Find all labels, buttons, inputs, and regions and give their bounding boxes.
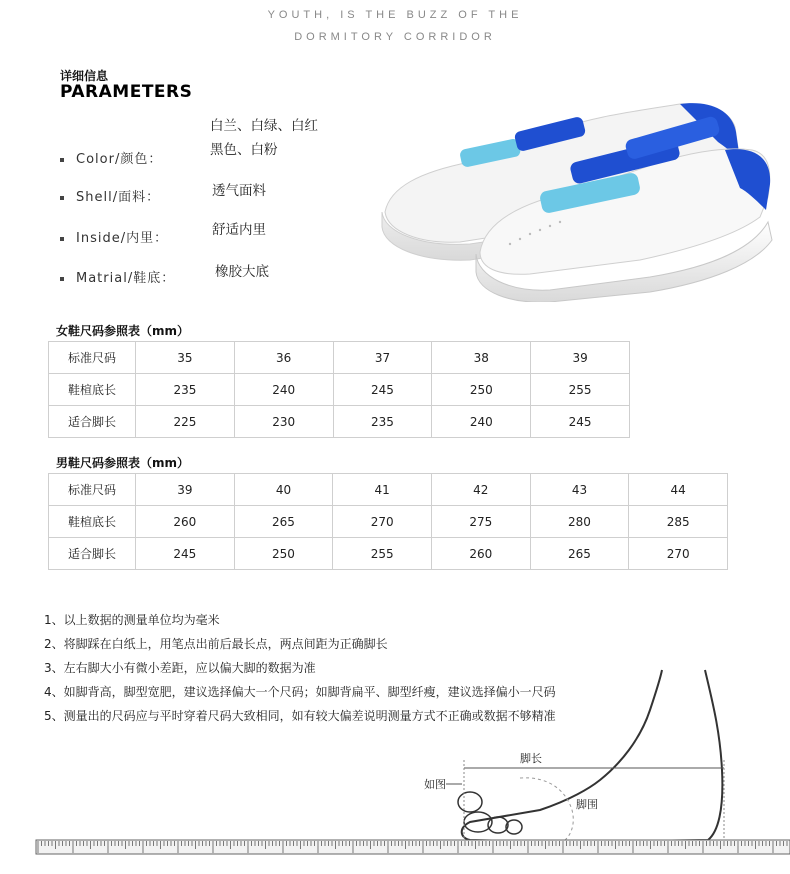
table-cell: 225 (136, 406, 235, 438)
param-shell-value: 透气面料 (212, 183, 266, 199)
table-row (49, 374, 630, 406)
men-table-title: 男鞋尺码参照表（mm） (56, 456, 190, 470)
table-row (49, 506, 728, 538)
table-cell: 43 (530, 474, 629, 506)
param-sole-label: Matrial/鞋底： (60, 267, 175, 286)
table-cell: 39 (531, 342, 630, 374)
table-cell: 40 (234, 474, 333, 506)
men-size-table (48, 473, 728, 570)
ruler (36, 840, 790, 854)
table-cell: 235 (333, 406, 432, 438)
param-sole-value: 橡胶大底 (215, 264, 269, 280)
param-inside-label: Inside/内里： (60, 227, 168, 246)
table-cell: 41 (333, 474, 432, 506)
table-cell: 265 (530, 538, 629, 570)
note-item: 3、左右脚大小有微小差距，应以偏大脚的数据为准 (44, 661, 316, 675)
table-cell: 280 (530, 506, 629, 538)
label-foot-girth: 脚围 (576, 798, 598, 811)
label-foot-length: 脚长 (520, 752, 542, 765)
table-cell: 39 (136, 474, 235, 506)
table-cell: 38 (432, 342, 531, 374)
tagline-line-1: YOUTH, IS THE BUZZ OF THE (267, 9, 523, 21)
table-row (49, 406, 630, 438)
table-cell: 245 (136, 538, 235, 570)
table-cell: 275 (431, 506, 530, 538)
table-cell: 255 (531, 374, 630, 406)
note-item: 5、测量出的尺码应与平时穿着尺码大致相同，如有较大偏差说明测量方式不正确或数据不够精准 (44, 709, 556, 723)
table-cell: 240 (432, 406, 531, 438)
row-label: 标准尺码 (49, 474, 136, 506)
table-cell: 265 (234, 506, 333, 538)
tagline-line-2: DORMITORY CORRIDOR (294, 31, 496, 43)
table-cell: 250 (234, 538, 333, 570)
param-color-label: Color/颜色： (60, 148, 162, 167)
table-cell: 260 (431, 538, 530, 570)
table-row (49, 474, 728, 506)
table-cell: 245 (333, 374, 432, 406)
table-cell: 260 (136, 506, 235, 538)
table-cell: 270 (629, 538, 728, 570)
row-label: 适合脚长 (49, 538, 136, 570)
params-title: PARAMETERS (60, 82, 193, 102)
table-cell: 42 (431, 474, 530, 506)
table-cell: 285 (629, 506, 728, 538)
row-label: 适合脚长 (49, 406, 136, 438)
table-cell: 255 (333, 538, 432, 570)
table-row (49, 342, 630, 374)
table-cell: 35 (136, 342, 235, 374)
foot-diagram (0, 660, 790, 874)
note-item: 4、如脚背高，脚型宽肥，建议选择偏大一个尺码；如脚背扁平、脚型纤瘦，建议选择偏小一尺码 (44, 685, 556, 699)
row-label: 鞋楦底长 (49, 506, 136, 538)
row-label: 标准尺码 (49, 342, 136, 374)
table-cell: 44 (629, 474, 728, 506)
row-label: 鞋楦底长 (49, 374, 136, 406)
table-row (49, 538, 728, 570)
note-item: 2、将脚踩在白纸上，用笔点出前后最长点，两点间距为正确脚长 (44, 637, 388, 651)
table-cell: 270 (333, 506, 432, 538)
table-cell: 250 (432, 374, 531, 406)
women-size-table (48, 341, 630, 438)
param-shell-label: Shell/面料： (60, 186, 160, 205)
table-cell: 245 (531, 406, 630, 438)
label-as-shown: 如图 (424, 778, 446, 791)
shoe-image (380, 92, 775, 302)
table-cell: 240 (234, 374, 333, 406)
note-item: 1、以上数据的测量单位均为毫米 (44, 613, 220, 627)
table-cell: 230 (234, 406, 333, 438)
bullet-icon (60, 158, 64, 162)
bullet-icon (60, 277, 64, 281)
bullet-icon (60, 237, 64, 241)
table-cell: 235 (136, 374, 235, 406)
table-cell: 36 (234, 342, 333, 374)
param-inside-value: 舒适内里 (212, 222, 266, 238)
bullet-icon (60, 196, 64, 200)
table-cell: 37 (333, 342, 432, 374)
women-table-title: 女鞋尺码参照表（mm） (56, 324, 190, 338)
params-subtitle: 详细信息 (60, 69, 109, 83)
param-color-value: 白兰、白绿、白红 黑色、白粉 (210, 118, 318, 158)
